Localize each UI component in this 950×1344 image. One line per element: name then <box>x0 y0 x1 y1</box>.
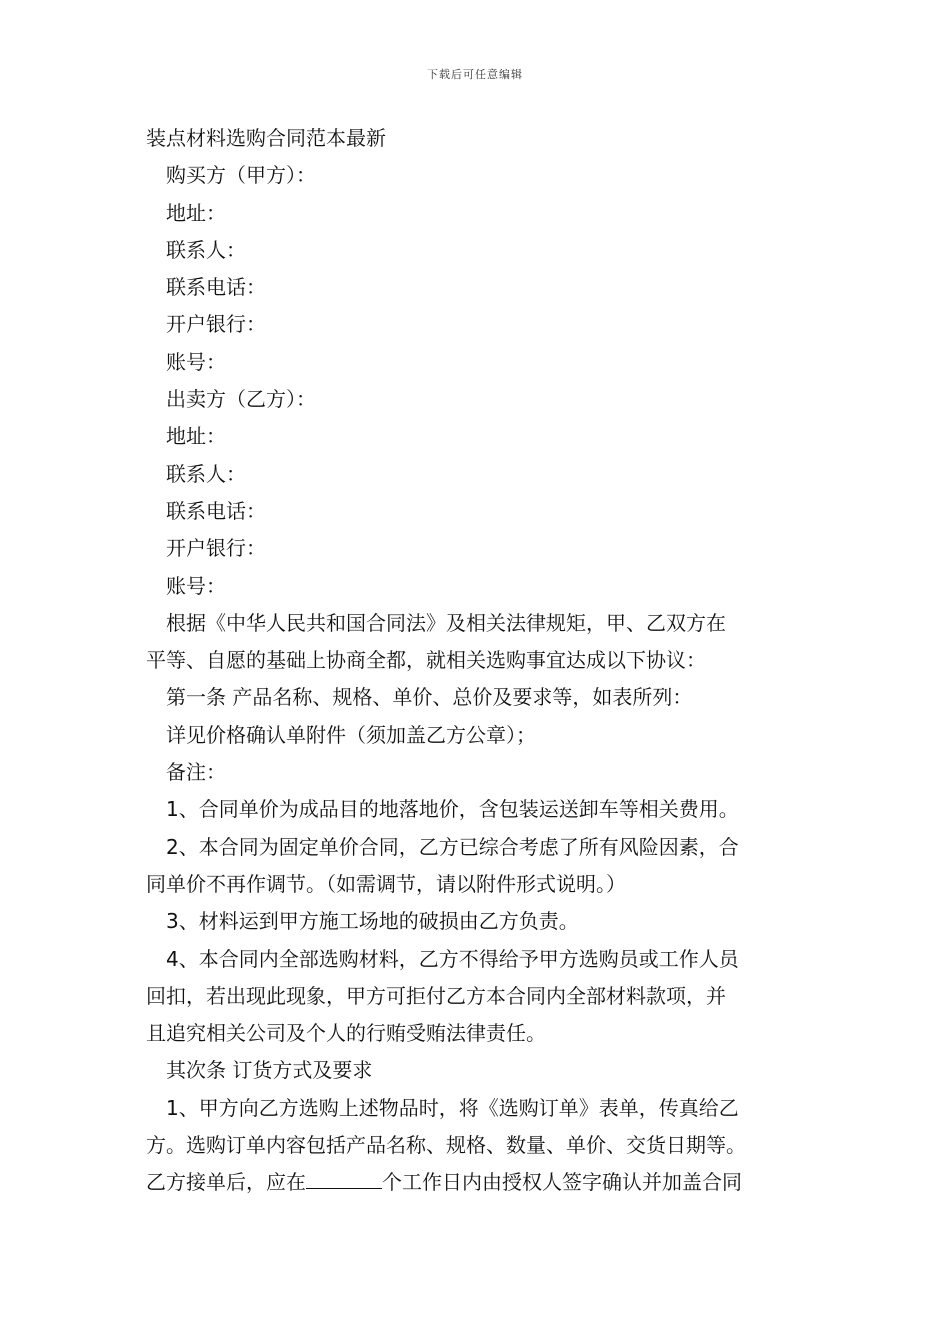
note-1: 1、合同单价为成品目的地落地价，含包装运送卸车等相关费用。 <box>166 797 739 822</box>
intro-line-2: 平等、自愿的基础上协商全都，就相关选购事宜达成以下协议： <box>146 648 706 673</box>
article2-heading: 其次条 订货方式及要求 <box>166 1058 373 1083</box>
document-body <box>146 120 826 1202</box>
buyer-phone: 联系电话： <box>166 275 266 300</box>
seller-contact: 联系人： <box>166 461 246 486</box>
seller-account: 账号： <box>166 573 226 598</box>
buyer-address: 地址： <box>166 200 226 225</box>
buyer-bank: 开户银行： <box>166 312 266 337</box>
document-title: 装点材料选购合同范本最新 <box>146 126 386 150</box>
note-2-line-2: 同单价不再作调节。（如需调节，请以附件形式说明。） <box>146 871 626 896</box>
seller-address: 地址： <box>166 424 226 449</box>
note-4-line-2: 回扣，若出现此现象，甲方可拒付乙方本合同内全部材料款项，并 <box>146 983 726 1008</box>
seller-heading: 出卖方（乙方）： <box>166 387 316 412</box>
seller-phone: 联系电话： <box>166 498 266 523</box>
note-2-line-1: 2、本合同为固定单价合同，乙方已综合考虑了所有风险因素，合 <box>166 834 739 859</box>
line-text-before-blank: 乙方接单后，应在 <box>146 1170 306 1195</box>
article2-item-1-line-2: 方。选购订单内容包括产品名称、规格、数量、单价、交货日期等。 <box>146 1133 746 1158</box>
seller-bank: 开户银行： <box>166 536 266 561</box>
notes-label: 备注： <box>166 760 226 785</box>
note-4-line-1: 4、本合同内全部选购材料，乙方不得给予甲方选购员或工作人员 <box>166 946 739 971</box>
article1-detail: 详见价格确认单附件（须加盖乙方公章）； <box>166 722 536 747</box>
buyer-account: 账号： <box>166 349 226 374</box>
buyer-heading: 购买方（甲方）： <box>166 163 316 188</box>
fill-in-blank <box>306 1166 382 1189</box>
intro-line-1: 根据《中华人民共和国合同法》及相关法律规矩，甲、乙双方在 <box>166 610 726 635</box>
note-3: 3、材料运到甲方施工场地的破损由乙方负责。 <box>166 909 579 934</box>
article1-heading: 第一条 产品名称、规格、单价、总价及要求等，如表所列： <box>166 685 693 710</box>
line-text-after-blank: 个工作日内由授权人签字确认并加盖合同 <box>382 1170 742 1195</box>
article2-item-1-line-1: 1、甲方向乙方选购上述物品时，将《选购订单》表单，传真给乙 <box>166 1095 739 1120</box>
note-4-line-3: 且追究相关公司及个人的行贿受贿法律责任。 <box>146 1021 546 1046</box>
article2-item-1-line-3 <box>146 1164 826 1201</box>
buyer-contact: 联系人： <box>166 237 246 262</box>
page-header: 下载后可任意编辑 <box>427 68 523 81</box>
